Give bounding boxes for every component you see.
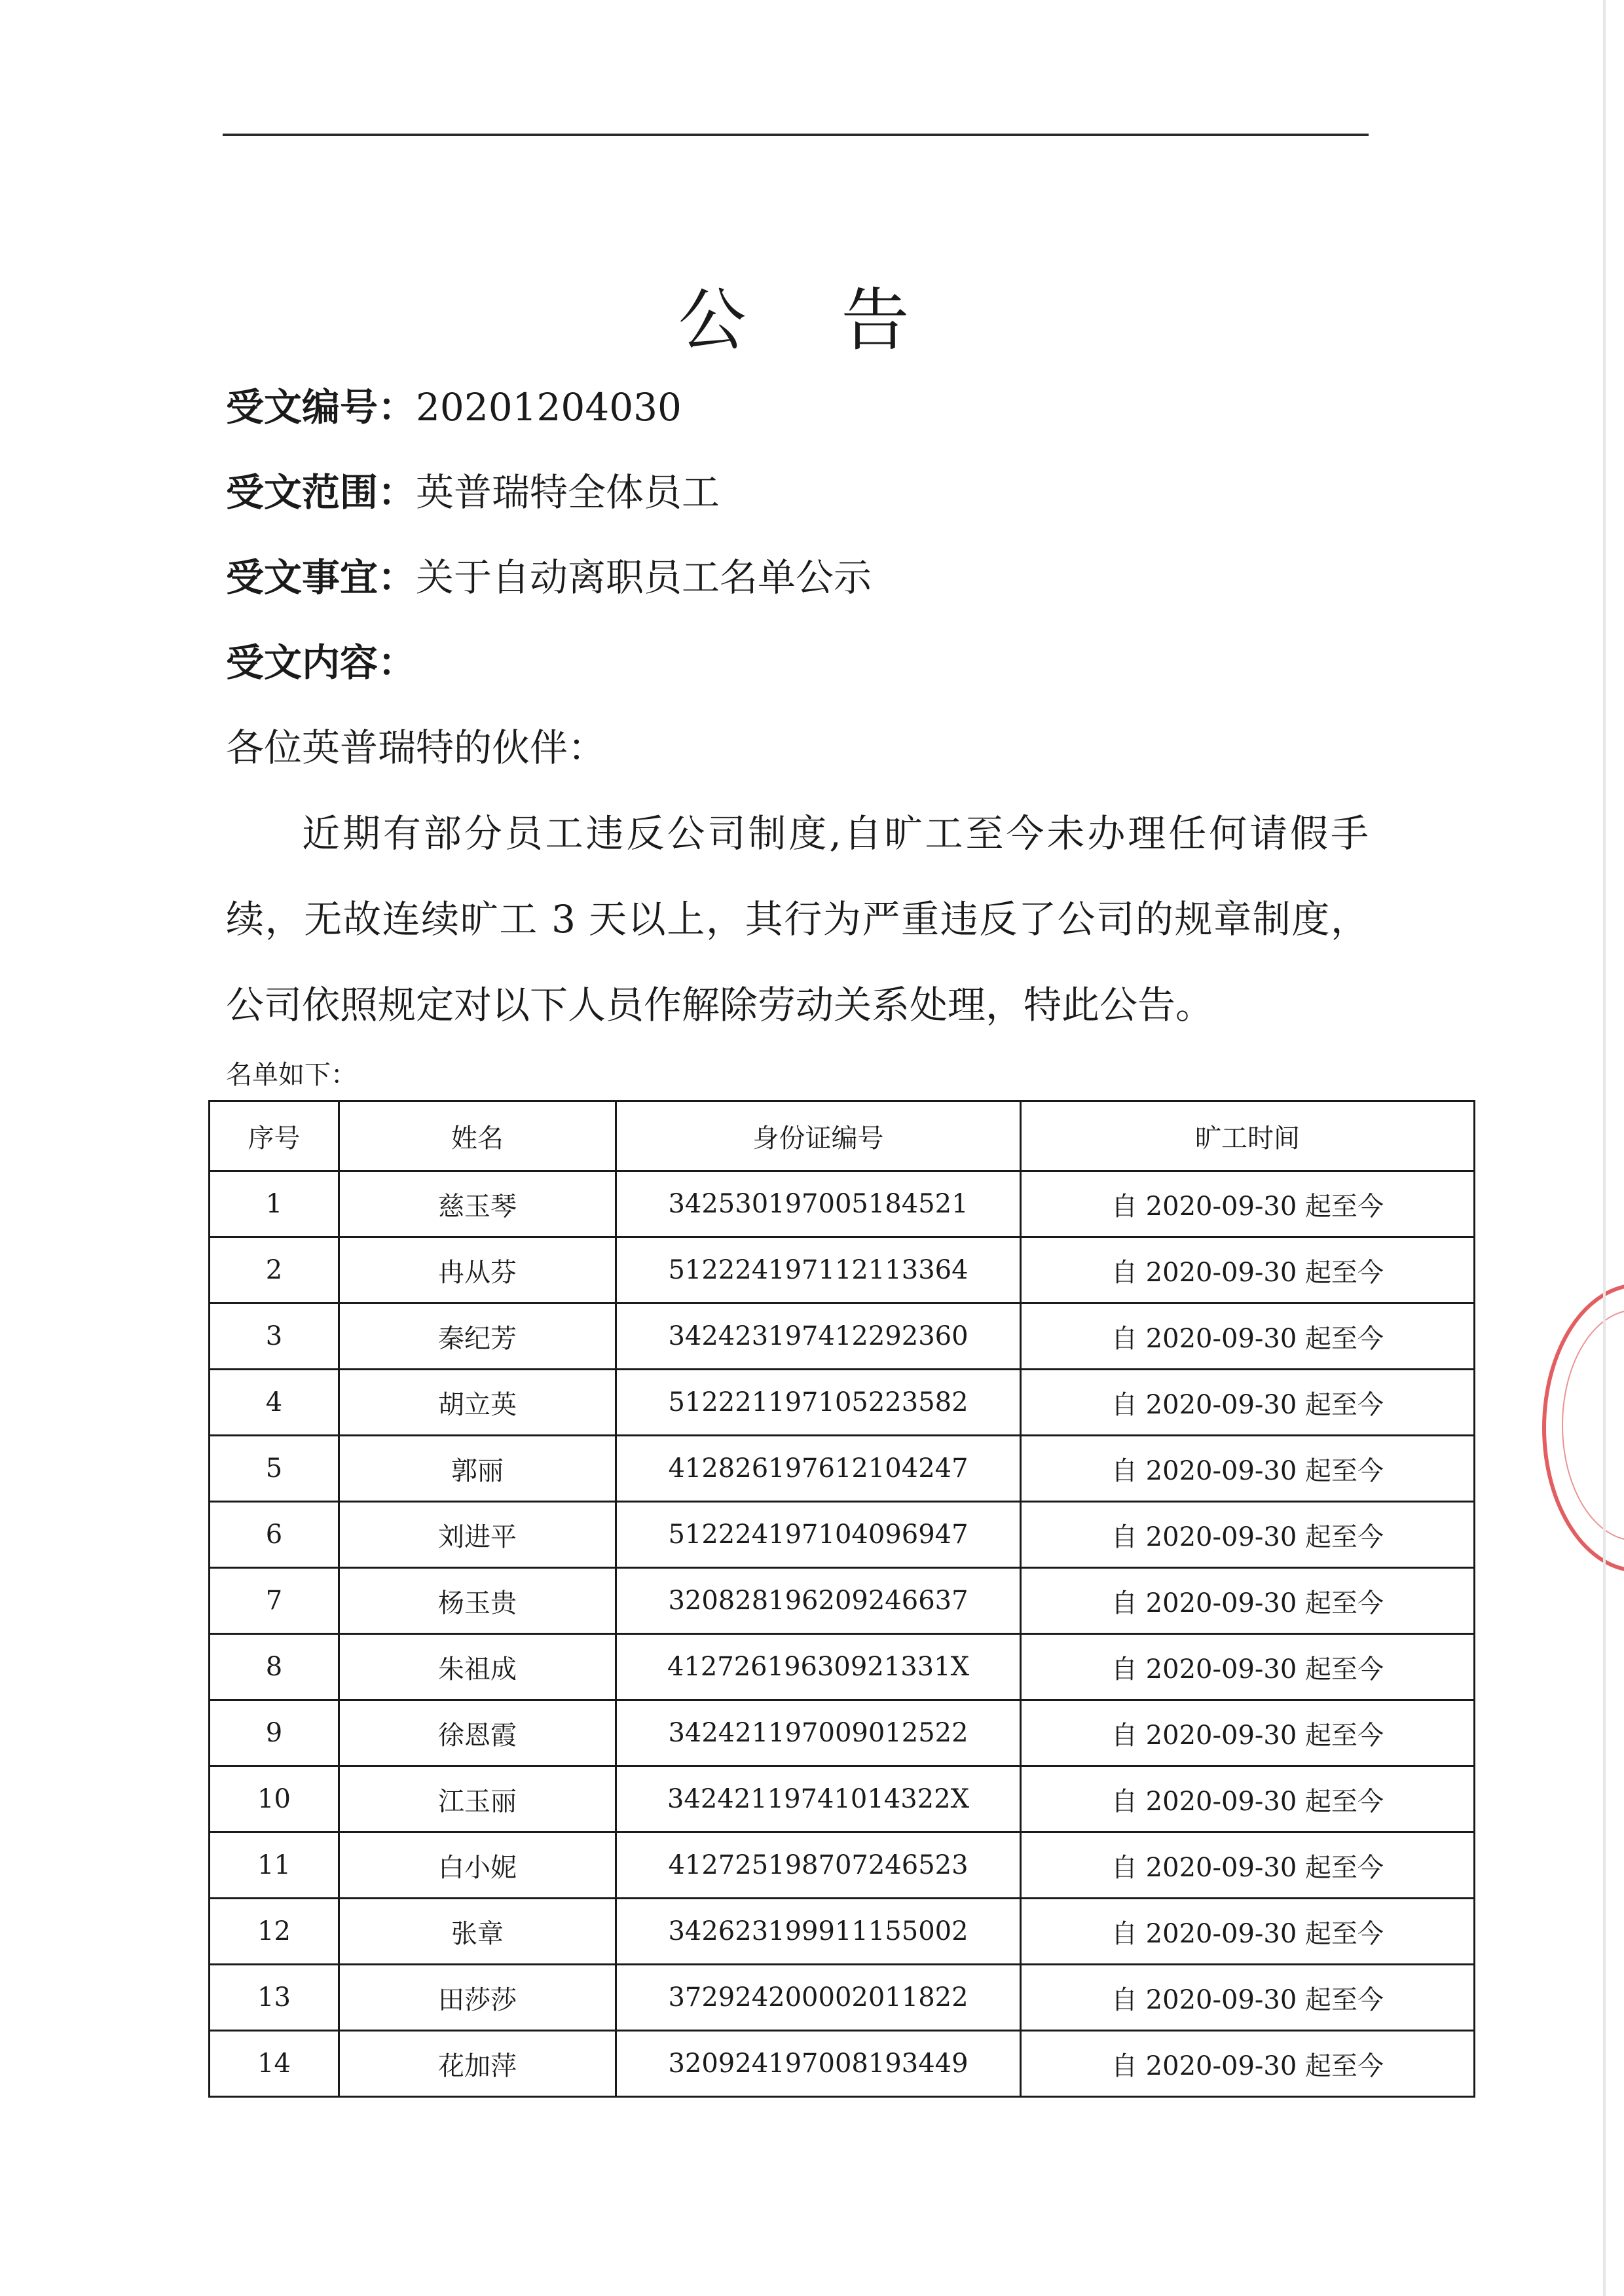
table-row [210,1766,1475,1832]
cell-seq: 3 [210,1303,339,1370]
cell-absence-time: 自 2020-09-30 起至今 [1021,1766,1475,1832]
cell-seq: 6 [210,1502,339,1568]
meta-value: 20201204030 [416,385,682,429]
cell-absence-time: 自 2020-09-30 起至今 [1021,1370,1475,1436]
cell-absence-time: 自 2020-09-30 起至今 [1021,1171,1475,1237]
cell-name: 胡立英 [339,1370,616,1436]
cell-absence-time: 自 2020-09-30 起至今 [1021,1965,1475,2031]
meta-label: 受文编号： [226,385,416,429]
meta-label: 受文事宜： [226,555,416,600]
dismissal-table [208,1100,1475,2098]
cell-absence-time: 自 2020-09-30 起至今 [1021,1303,1475,1370]
cell-name: 朱祖成 [339,1634,616,1700]
table-row [210,1237,1475,1303]
cell-name: 杨玉贵 [339,1568,616,1634]
table-row [210,1303,1475,1370]
cell-absence-time: 自 2020-09-30 起至今 [1021,1832,1475,1899]
table-row [210,2031,1475,2097]
list-title: 名单如下： [226,1060,357,1090]
cell-id-number: 342421197009012522 [616,1700,1021,1766]
cell-absence-time: 自 2020-09-30 起至今 [1021,1502,1475,1568]
cell-id-number: 412826197612104247 [616,1436,1021,1502]
cell-seq: 11 [210,1832,339,1899]
header-id-number: 身份证编号 [616,1101,1021,1171]
table-row [210,1171,1475,1237]
greeting: 各位英普瑞特的伙伴： [226,725,606,770]
cell-id-number: 512224197112113364 [616,1237,1021,1303]
cell-id-number: 320828196209246637 [616,1568,1021,1634]
table-row [210,1700,1475,1766]
cell-name: 秦纪芳 [339,1303,616,1370]
table-row [210,1436,1475,1502]
table-header-row [210,1101,1475,1171]
cell-name: 江玉丽 [339,1766,616,1832]
cell-name: 张章 [339,1899,616,1965]
cell-seq: 13 [210,1965,339,2031]
cell-absence-time: 自 2020-09-30 起至今 [1021,1899,1475,1965]
cell-id-number: 512221197105223582 [616,1370,1021,1436]
cell-seq: 9 [210,1700,339,1766]
cell-absence-time: 自 2020-09-30 起至今 [1021,1237,1475,1303]
cell-seq: 8 [210,1634,339,1700]
cell-id-number: 342423197412292360 [616,1303,1021,1370]
cell-absence-time: 自 2020-09-30 起至今 [1021,2031,1475,2097]
table-row [210,1502,1475,1568]
table-row [210,1568,1475,1634]
cell-absence-time: 自 2020-09-30 起至今 [1021,1568,1475,1634]
cell-id-number: 41272619630921331X [616,1634,1021,1700]
cell-name: 郭丽 [339,1436,616,1502]
table-row [210,1899,1475,1965]
meta-doc-number [226,376,682,431]
cell-seq: 1 [210,1171,339,1237]
cell-id-number: 320924197008193449 [616,2031,1021,2097]
meta-scope [226,462,720,517]
cell-seq: 5 [210,1436,339,1502]
meta-label: 受文内容： [226,640,416,685]
cell-id-number: 342623199911155002 [616,1899,1021,1965]
cell-id-number: 342530197005184521 [616,1171,1021,1237]
table-row [210,1370,1475,1436]
cell-name: 慈玉琴 [339,1171,616,1237]
cell-id-number: 34242119741014322X [616,1766,1021,1832]
page-title: 公 告 [678,280,946,360]
cell-id-number: 372924200002011822 [616,1965,1021,2031]
meta-content [226,632,416,687]
header-absence-time: 旷工时间 [1021,1101,1475,1171]
table-body [210,1171,1475,2097]
scan-edge [1603,0,1606,2296]
meta-label: 受文范围： [226,470,416,515]
meta-subject [226,547,872,602]
cell-name: 刘进平 [339,1502,616,1568]
meta-value: 英普瑞特全体员工 [416,470,720,515]
body-paragraph: 近期有部分员工违反公司制度,自旷工至今未办理任何请假手续，无故连续旷工 3 天以上，其行为严重违反了公司的规章制度，公司依照规定对以下人员作解除劳动关系处理，特此公告。 [226,811,1369,1027]
cell-name: 徐恩霞 [339,1700,616,1766]
cell-name: 田莎莎 [339,1965,616,2031]
table-row [210,1634,1475,1700]
header-seq: 序号 [210,1101,339,1171]
cell-seq: 2 [210,1237,339,1303]
cell-name: 冉从芬 [339,1237,616,1303]
header-rule [223,134,1369,136]
cell-absence-time: 自 2020-09-30 起至今 [1021,1436,1475,1502]
cell-absence-time: 自 2020-09-30 起至今 [1021,1700,1475,1766]
cell-name: 白小妮 [339,1832,616,1899]
cell-seq: 14 [210,2031,339,2097]
table-row [210,1965,1475,2031]
cell-absence-time: 自 2020-09-30 起至今 [1021,1634,1475,1700]
cell-seq: 12 [210,1899,339,1965]
cell-id-number: 512224197104096947 [616,1502,1021,1568]
cell-seq: 7 [210,1568,339,1634]
cell-seq: 10 [210,1766,339,1832]
header-name: 姓名 [339,1101,616,1171]
meta-value: 关于自动离职员工名单公示 [416,555,872,600]
cell-seq: 4 [210,1370,339,1436]
cell-name: 花加萍 [339,2031,616,2097]
cell-id-number: 412725198707246523 [616,1832,1021,1899]
table-row [210,1832,1475,1899]
